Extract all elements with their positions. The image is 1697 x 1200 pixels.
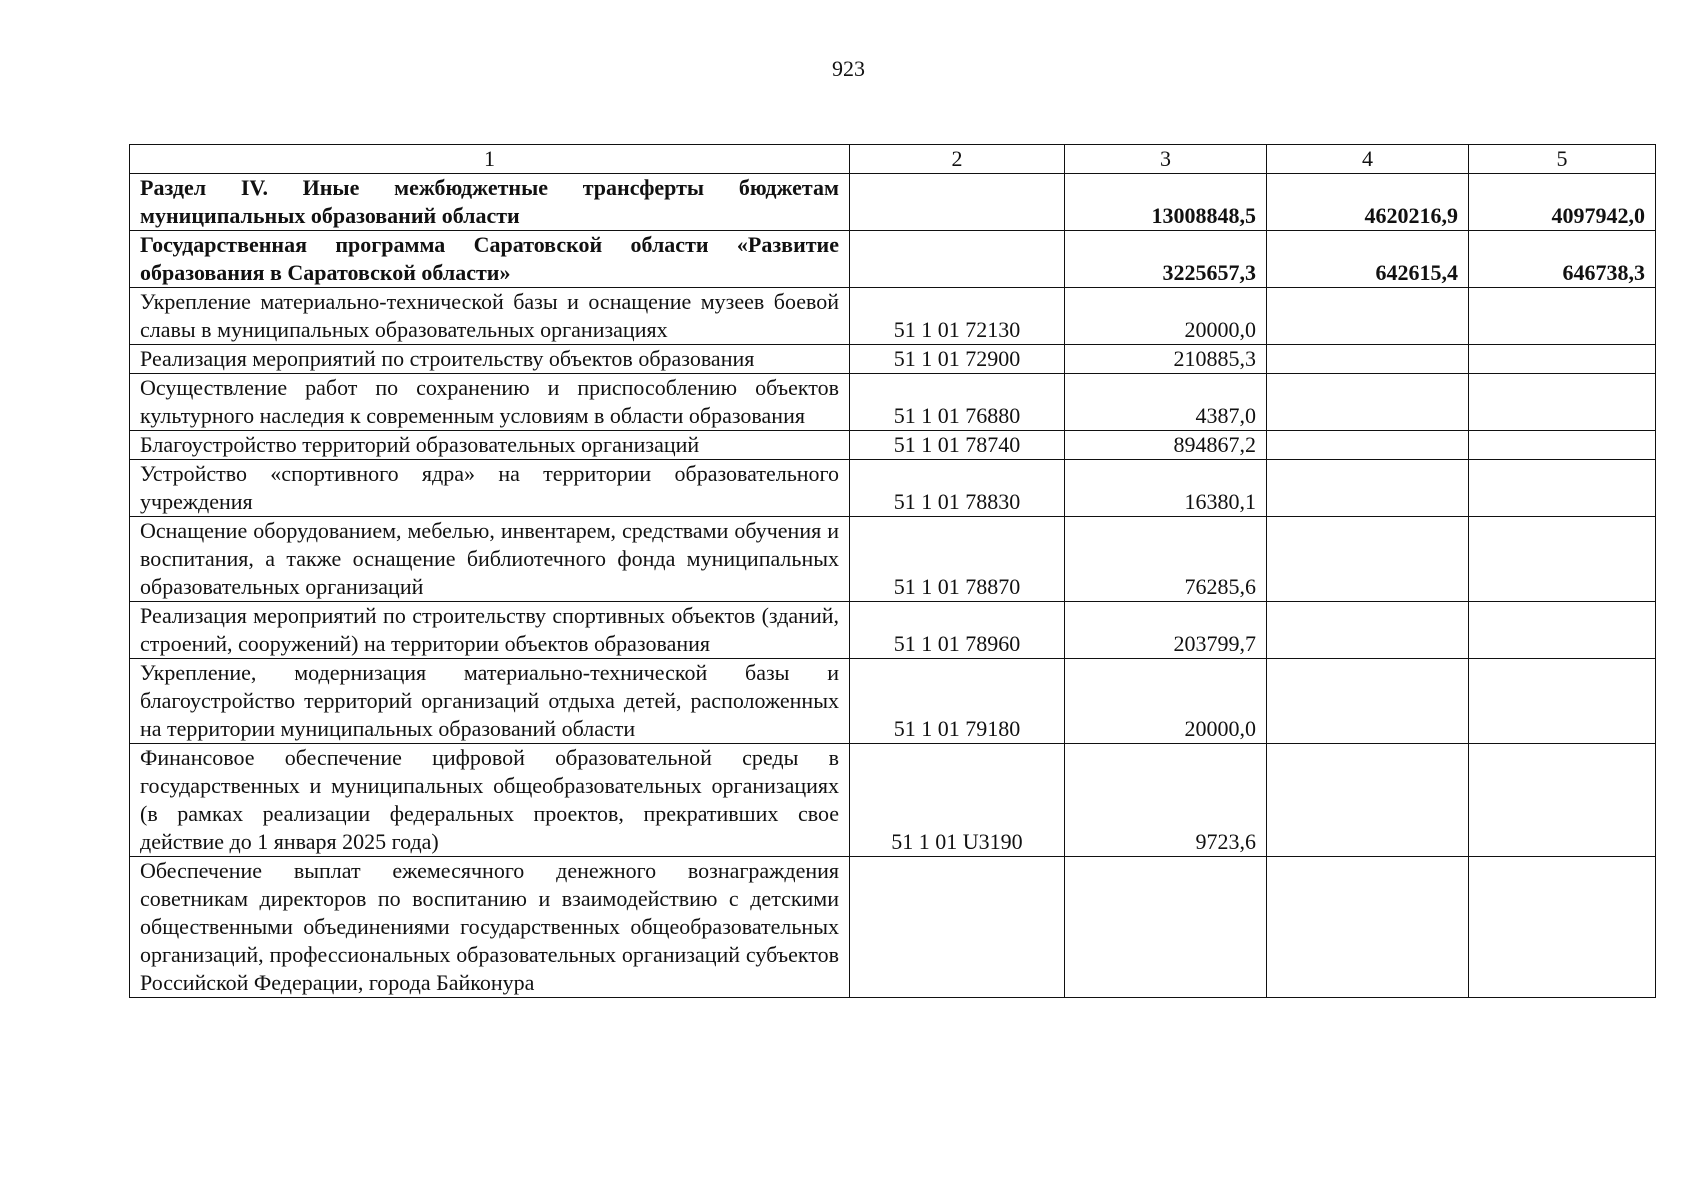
row-name: Реализация мероприятий по строительству объектов образования [130, 345, 850, 374]
row-code: 51 1 01 78740 [850, 431, 1065, 460]
table-row [130, 659, 1656, 744]
row-value-col4 [1267, 288, 1469, 345]
row-value-col5 [1469, 744, 1656, 857]
row-value-col3: 894867,2 [1065, 431, 1267, 460]
row-code: 51 1 01 76880 [850, 374, 1065, 431]
row-name: Укрепление материально-технической базы и оснащение музеев боевой славы в муниципальных образовательных организациях [130, 288, 850, 345]
row-value-col5 [1469, 857, 1656, 998]
row-value-col4 [1267, 431, 1469, 460]
row-value-col4 [1267, 345, 1469, 374]
table-row [130, 345, 1656, 374]
row-code [850, 857, 1065, 998]
row-name: Оснащение оборудованием, мебелью, инвентарем, средствами обучения и воспитания, а также оснащение библиотечного фонда муниципальных образовательных организаций [130, 517, 850, 602]
table-row [130, 231, 1656, 288]
row-value-col5 [1469, 460, 1656, 517]
table-row [130, 174, 1656, 231]
row-name: Осуществление работ по сохранению и приспособлению объектов культурного наследия к современным условиям в области образования [130, 374, 850, 431]
row-code: 51 1 01 72900 [850, 345, 1065, 374]
table-row [130, 744, 1656, 857]
row-value-col3 [1065, 857, 1267, 998]
row-value-col5 [1469, 431, 1656, 460]
row-value-col5: 4097942,0 [1469, 174, 1656, 231]
column-header: 4 [1267, 145, 1469, 174]
row-value-col3: 20000,0 [1065, 288, 1267, 345]
page-number: 923 [832, 56, 865, 81]
row-value-col3: 3225657,3 [1065, 231, 1267, 288]
row-code: 51 1 01 72130 [850, 288, 1065, 345]
column-header: 3 [1065, 145, 1267, 174]
row-code [850, 231, 1065, 288]
row-value-col5 [1469, 602, 1656, 659]
table-row [130, 431, 1656, 460]
row-name: Финансовое обеспечение цифровой образовательной среды в государственных и муниципальных общеобразовательных организациях (в рамках реализации федеральных проектов, прекративших свое действие до 1 января 2025 года) [130, 744, 850, 857]
row-value-col4 [1267, 517, 1469, 602]
column-header: 1 [130, 145, 850, 174]
row-value-col5 [1469, 374, 1656, 431]
table-header-row [130, 145, 1656, 174]
row-value-col4 [1267, 744, 1469, 857]
row-name: Устройство «спортивного ядра» на территории образовательного учреждения [130, 460, 850, 517]
row-value-col4 [1267, 857, 1469, 998]
row-value-col3: 20000,0 [1065, 659, 1267, 744]
table-row [130, 602, 1656, 659]
row-value-col4: 642615,4 [1267, 231, 1469, 288]
row-value-col4: 4620216,9 [1267, 174, 1469, 231]
row-value-col3: 76285,6 [1065, 517, 1267, 602]
row-name: Реализация мероприятий по строительству спортивных объектов (зданий, строений, сооружений) на территории объектов образования [130, 602, 850, 659]
row-name: Обеспечение выплат ежемесячного денежного вознаграждения советникам директоров по воспитанию и взаимодействию с детскими общественными объединениями государственных общеобразовательных организаций, профессиональных образовательных организаций субъектов Российской Федерации, города Байконура [130, 857, 850, 998]
row-value-col5 [1469, 517, 1656, 602]
row-name: Укрепление, модернизация материально-технической базы и благоустройство территорий организаций отдыха детей, расположенных на территории муниципальных образований области [130, 659, 850, 744]
row-value-col3: 203799,7 [1065, 602, 1267, 659]
row-value-col5 [1469, 345, 1656, 374]
column-header: 5 [1469, 145, 1656, 174]
row-name: Благоустройство территорий образовательных организаций [130, 431, 850, 460]
row-value-col5: 646738,3 [1469, 231, 1656, 288]
row-code: 51 1 01 78960 [850, 602, 1065, 659]
column-header: 2 [850, 145, 1065, 174]
row-code: 51 1 01 79180 [850, 659, 1065, 744]
table-row [130, 517, 1656, 602]
row-code: 51 1 01 U3190 [850, 744, 1065, 857]
row-value-col4 [1267, 374, 1469, 431]
row-value-col5 [1469, 288, 1656, 345]
table-row [130, 374, 1656, 431]
row-name: Государственная программа Саратовской области «Развитие образования в Саратовской области» [130, 231, 850, 288]
row-name: Раздел IV. Иные межбюджетные трансферты бюджетам муниципальных образований области [130, 174, 850, 231]
row-code: 51 1 01 78830 [850, 460, 1065, 517]
row-value-col3: 9723,6 [1065, 744, 1267, 857]
row-value-col4 [1267, 659, 1469, 744]
row-value-col4 [1267, 602, 1469, 659]
table-row [130, 460, 1656, 517]
row-code: 51 1 01 78870 [850, 517, 1065, 602]
table-row [130, 288, 1656, 345]
row-value-col3: 210885,3 [1065, 345, 1267, 374]
row-value-col3: 13008848,5 [1065, 174, 1267, 231]
budget-table [129, 144, 1656, 998]
row-code [850, 174, 1065, 231]
row-value-col4 [1267, 460, 1469, 517]
row-value-col5 [1469, 659, 1656, 744]
row-value-col3: 16380,1 [1065, 460, 1267, 517]
table-row [130, 857, 1656, 998]
row-value-col3: 4387,0 [1065, 374, 1267, 431]
